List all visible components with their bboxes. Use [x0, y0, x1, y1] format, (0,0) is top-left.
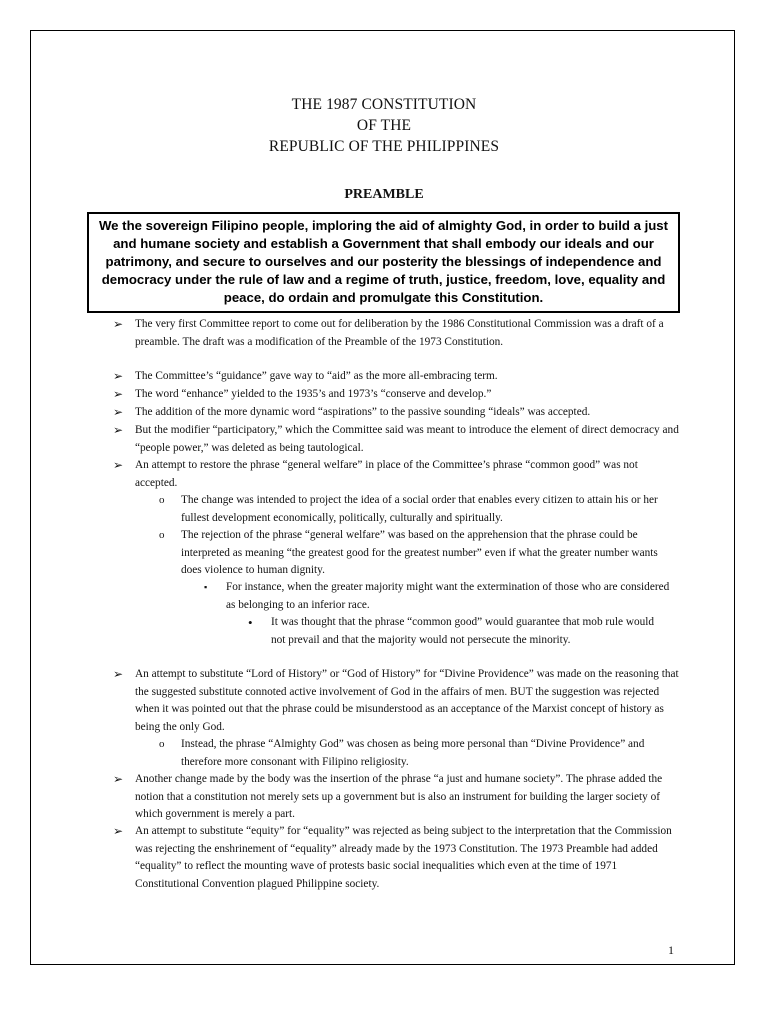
note-text: The addition of the more dynamic word “aspirations” to the passive sounding “ideals” was accepted. [135, 406, 591, 418]
note-text: But the modifier “participatory,” which the Committee said was meant to introduce the element of direct democracy and “people power,” was deleted as being tautological. [135, 424, 679, 454]
circle-bullet-icon: o [159, 738, 165, 750]
note-text: It was thought that the phrase “common good” would guarantee that mob rule would not prevail and that the majority would not persecute the minority. [271, 616, 655, 646]
document-title [0, 94, 768, 157]
arrow-bullet-icon: ➢ [113, 423, 124, 437]
arrow-bullet-icon: ➢ [113, 387, 124, 401]
note-text: An attempt to restore the phrase “general welfare” in place of the Committee’s phrase “common good” was not accepted. [135, 459, 638, 489]
dot-bullet-icon: • [248, 615, 253, 630]
note-text: The word “enhance” yielded to the 1935’s and 1973’s “conserve and develop.” [135, 388, 492, 400]
arrow-bullet-icon: ➢ [113, 317, 124, 331]
arrow-bullet-icon: ➢ [113, 458, 124, 472]
note-text: Instead, the phrase “Almighty God” was chosen as being more personal than “Divine Providence” and therefore more consonant with Filipino religiosity. [181, 738, 645, 768]
arrow-bullet-icon: ➢ [113, 369, 124, 383]
note-text: For instance, when the greater majority might want the extermination of those who are considered as belonging to an inferior race. [226, 581, 670, 611]
square-bullet-icon: ▪ [204, 582, 208, 592]
circle-bullet-icon: o [159, 494, 165, 506]
arrow-bullet-icon: ➢ [113, 667, 124, 681]
arrow-bullet-icon: ➢ [113, 824, 124, 838]
note-text: An attempt to substitute “equity” for “equality” was rejected as being subject to the interpretation that the Commission was rejecting the enshrinement of “equality” already made by the 1973 Constitution. The 1973 Preamble had added “equality” to reflect the mounting wave of protests basic social inequalities which even at the time of 1971 Constitutional Convention plagued Philippine society. [135, 825, 672, 890]
note-text: An attempt to substitute “Lord of History” or “God of History” for “Divine Providence” was made on the reasoning that the suggested substitute connoted active involvement of God in the affairs of men. BUT the suggestion was rejected when it was pointed out that the phrase could be misunderstood as an acceptance of the Marxist concept of history as being the only God. [135, 668, 679, 733]
page-number: 1 [668, 943, 674, 957]
arrow-bullet-icon: ➢ [113, 772, 124, 786]
title-line-2: OF THE [356, 117, 412, 134]
title-line-3: REPUBLIC OF THE PHILIPPINES [268, 138, 500, 155]
title-line-1: THE 1987 CONSTITUTION [291, 96, 477, 113]
note-text: The change was intended to project the idea of a social order that enables every citizen to attain his or her fullest development economically, politically, culturally and spiritually. [181, 494, 658, 524]
arrow-bullet-icon: ➢ [113, 405, 124, 419]
note-text: The Committee’s “guidance” gave way to “aid” as the more all-embracing term. [135, 370, 498, 382]
note-text: Another change made by the body was the insertion of the phrase “a just and humane society”. The phrase added the notion that a constitution not merely sets up a government but is also an instrument for building the larger society of which government is merely a part. [135, 773, 663, 820]
preamble-heading: PREAMBLE [344, 187, 424, 202]
preamble-text-box: We the sovereign Filipino people, imploring the aid of almighty God, in order to build a just and humane society and establish a Government that shall embody our ideals and our patrimony, and secure to ourselves and our posterity the blessings of independence and democracy under the rule of law and a regime of truth, justice, freedom, love, equality and peace, do ordain and promulgate this Constitution. [87, 212, 680, 313]
note-text: The rejection of the phrase “general welfare” was based on the apprehension that the phrase could be interpreted as meaning “the greatest good for the greatest number” even if what the greater number wants does violence to human dignity. [181, 529, 658, 576]
circle-bullet-icon: o [159, 529, 165, 541]
note-text: The very first Committee report to come out for deliberation by the 1986 Constitutional Commission was a draft of a preamble. The draft was a modification of the Preamble of the 1973 Constitution. [135, 318, 664, 348]
